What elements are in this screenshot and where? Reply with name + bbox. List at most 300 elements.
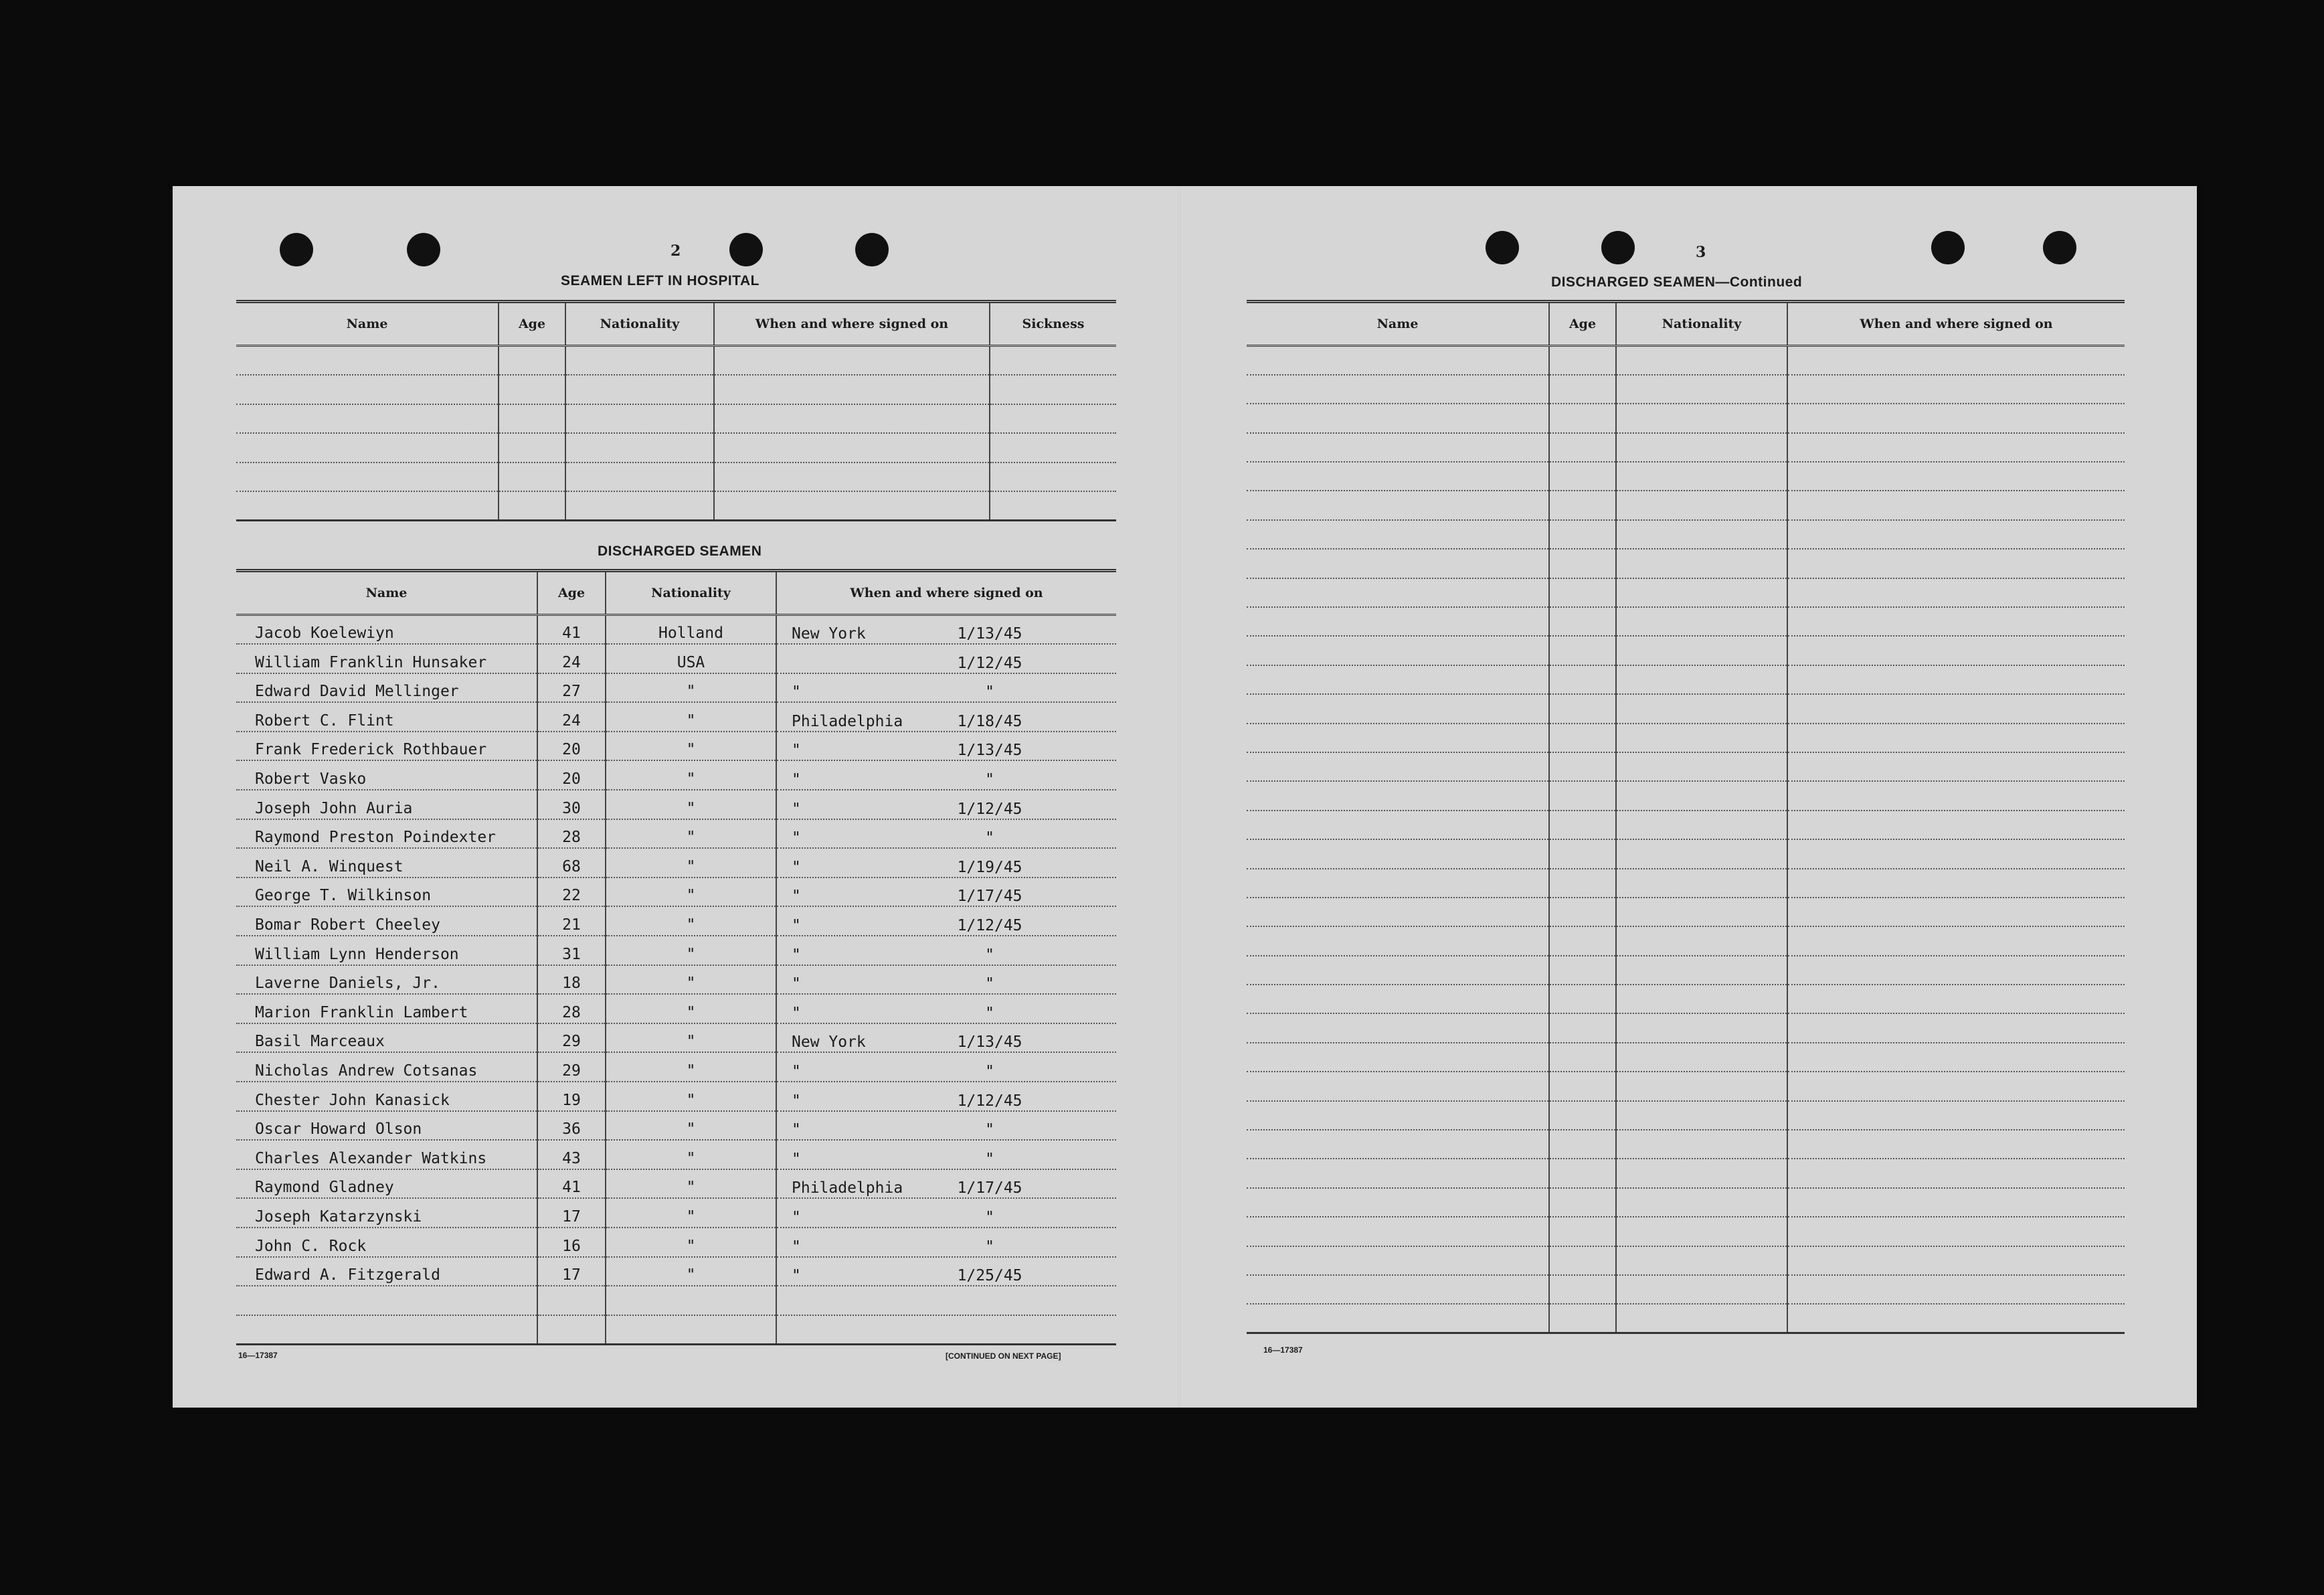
signed-on-cell bbox=[776, 1023, 1116, 1053]
empty-cell bbox=[714, 404, 990, 434]
table-header-row bbox=[236, 302, 1116, 346]
empty-cell bbox=[1247, 694, 1549, 723]
table-row bbox=[236, 1228, 1116, 1257]
signed-on-date: " bbox=[985, 771, 994, 789]
empty-cell bbox=[1616, 1130, 1787, 1159]
signed-on-date: 1/13/45 bbox=[957, 742, 1022, 760]
signed-on-cell bbox=[776, 848, 1116, 877]
empty-cell bbox=[1616, 433, 1787, 462]
seaman-age: 20 bbox=[537, 732, 606, 761]
empty-cell bbox=[236, 346, 499, 375]
punch-hole bbox=[1601, 231, 1635, 264]
empty-cell bbox=[1787, 694, 2125, 723]
table-row bbox=[1247, 811, 2125, 839]
seaman-name bbox=[236, 1315, 537, 1345]
empty-cell bbox=[1787, 1043, 2125, 1072]
seaman-age: 41 bbox=[537, 615, 606, 645]
empty-cell bbox=[1549, 1159, 1616, 1187]
seaman-nationality: " bbox=[606, 702, 776, 732]
signed-on-place: " bbox=[792, 800, 801, 818]
empty-cell bbox=[1247, 549, 1549, 578]
empty-cell bbox=[1616, 1275, 1787, 1304]
document-sheet bbox=[173, 186, 2197, 1408]
signed-on-date: 1/12/45 bbox=[957, 654, 1022, 672]
signed-on-date: 1/18/45 bbox=[957, 712, 1022, 730]
empty-cell bbox=[1247, 1101, 1549, 1130]
empty-cell bbox=[1616, 1101, 1787, 1130]
seaman-nationality bbox=[606, 1315, 776, 1345]
signed-on-cell bbox=[776, 936, 1116, 965]
seaman-name: Oscar Howard Olson bbox=[236, 1111, 537, 1141]
seaman-nationality: " bbox=[606, 1257, 776, 1286]
table-row bbox=[1247, 636, 2125, 665]
empty-cell bbox=[1616, 1246, 1787, 1275]
signed-on-cell bbox=[776, 1140, 1116, 1169]
table-row bbox=[1247, 1275, 2125, 1304]
signed-on-place: " bbox=[792, 829, 801, 847]
table-row bbox=[236, 1315, 1116, 1345]
empty-cell bbox=[1247, 375, 1549, 404]
signed-on-date: 1/12/45 bbox=[957, 800, 1022, 818]
empty-cell bbox=[1616, 1188, 1787, 1217]
table-row bbox=[1247, 1072, 2125, 1100]
seaman-nationality: " bbox=[606, 1023, 776, 1053]
seaman-age: 43 bbox=[537, 1140, 606, 1169]
seaman-name: Raymond Gladney bbox=[236, 1169, 537, 1199]
seaman-age: 30 bbox=[537, 790, 606, 819]
empty-cell bbox=[1616, 869, 1787, 898]
signed-on-cell bbox=[776, 790, 1116, 819]
empty-cell bbox=[499, 463, 565, 492]
empty-cell bbox=[1787, 636, 2125, 665]
table-row bbox=[1247, 926, 2125, 955]
empty-cell bbox=[1549, 1043, 1616, 1072]
seaman-name: Neil A. Winquest bbox=[236, 848, 537, 877]
signed-on-cell bbox=[776, 877, 1116, 907]
seaman-age: 24 bbox=[537, 702, 606, 732]
table-row bbox=[236, 1052, 1116, 1082]
empty-cell bbox=[1247, 869, 1549, 898]
empty-cell bbox=[1247, 404, 1549, 432]
table-row bbox=[1247, 346, 2125, 375]
empty-cell bbox=[1247, 462, 1549, 491]
empty-cell bbox=[1247, 1043, 1549, 1072]
table-row bbox=[1247, 694, 2125, 723]
table-row bbox=[1247, 433, 2125, 462]
hospital-section-title: SEAMEN LEFT IN HOSPITAL bbox=[561, 273, 759, 288]
seaman-name: Edward A. Fitzgerald bbox=[236, 1257, 537, 1286]
empty-cell bbox=[1616, 404, 1787, 432]
empty-cell bbox=[1616, 1072, 1787, 1100]
signed-on-date: " bbox=[985, 1121, 994, 1139]
table-row bbox=[236, 1286, 1116, 1315]
column-header: Nationality bbox=[1616, 302, 1787, 346]
signed-on-cell bbox=[776, 702, 1116, 732]
empty-cell bbox=[1616, 346, 1787, 375]
empty-cell bbox=[990, 375, 1116, 404]
signed-on-cell bbox=[776, 1082, 1116, 1111]
seaman-age: 21 bbox=[537, 906, 606, 936]
seaman-name bbox=[236, 1286, 537, 1315]
empty-cell bbox=[1247, 491, 1549, 519]
empty-cell bbox=[1247, 811, 1549, 839]
table-row bbox=[1247, 839, 2125, 868]
table-row bbox=[236, 732, 1116, 761]
empty-cell bbox=[1787, 491, 2125, 519]
signed-on-place: Philadelphia bbox=[792, 1179, 903, 1197]
empty-cell bbox=[1787, 375, 2125, 404]
empty-cell bbox=[1549, 636, 1616, 665]
empty-cell bbox=[1549, 752, 1616, 781]
empty-cell bbox=[1787, 1159, 2125, 1187]
signed-on-cell bbox=[776, 965, 1116, 995]
empty-cell bbox=[1247, 898, 1549, 926]
table-row bbox=[236, 790, 1116, 819]
empty-cell bbox=[1787, 985, 2125, 1013]
table-row bbox=[1247, 898, 2125, 926]
empty-cell bbox=[1616, 781, 1787, 810]
empty-cell bbox=[1616, 1304, 1787, 1333]
table-row bbox=[236, 346, 1116, 375]
signed-on-place: " bbox=[792, 742, 801, 760]
signed-on-cell bbox=[776, 1315, 1116, 1345]
signed-on-place: " bbox=[792, 946, 801, 964]
empty-cell bbox=[565, 375, 714, 404]
signed-on-date: 1/17/45 bbox=[957, 1179, 1022, 1197]
signed-on-place: New York bbox=[792, 625, 866, 643]
seaman-name: Frank Frederick Rothbauer bbox=[236, 732, 537, 761]
table-row bbox=[1247, 520, 2125, 549]
table-row bbox=[1247, 985, 2125, 1013]
continued-note: [CONTINUED ON NEXT PAGE] bbox=[946, 1351, 1061, 1361]
table-row bbox=[236, 615, 1116, 645]
empty-cell bbox=[714, 491, 990, 521]
empty-cell bbox=[1549, 1246, 1616, 1275]
punch-hole bbox=[2043, 231, 2076, 264]
empty-cell bbox=[1616, 375, 1787, 404]
seaman-name: Basil Marceaux bbox=[236, 1023, 537, 1053]
seaman-nationality: " bbox=[606, 1052, 776, 1082]
empty-cell bbox=[1787, 404, 2125, 432]
signed-on-cell bbox=[776, 615, 1116, 645]
punch-hole bbox=[407, 233, 440, 266]
signed-on-place: " bbox=[792, 1063, 801, 1080]
discharged-section-title: DISCHARGED SEAMEN bbox=[598, 543, 762, 559]
seaman-nationality bbox=[606, 1286, 776, 1315]
empty-cell bbox=[714, 346, 990, 375]
signed-on-place: " bbox=[792, 1092, 801, 1110]
empty-cell bbox=[1787, 1013, 2125, 1042]
empty-cell bbox=[1787, 607, 2125, 636]
column-header: Age bbox=[499, 302, 565, 346]
empty-cell bbox=[990, 346, 1116, 375]
signed-on-place: " bbox=[792, 1150, 801, 1168]
empty-cell bbox=[1549, 811, 1616, 839]
empty-cell bbox=[236, 404, 499, 434]
table-row bbox=[236, 1082, 1116, 1111]
seaman-nationality: " bbox=[606, 936, 776, 965]
seaman-age: 17 bbox=[537, 1198, 606, 1228]
seaman-age: 31 bbox=[537, 936, 606, 965]
empty-cell bbox=[1549, 1275, 1616, 1304]
seaman-age: 24 bbox=[537, 644, 606, 673]
seaman-age: 28 bbox=[537, 994, 606, 1023]
seaman-age: 29 bbox=[537, 1023, 606, 1053]
empty-cell bbox=[1616, 811, 1787, 839]
signed-on-date: " bbox=[985, 1208, 994, 1226]
table-row bbox=[1247, 1217, 2125, 1246]
signed-on-date: " bbox=[985, 975, 994, 993]
table-row bbox=[1247, 956, 2125, 985]
empty-cell bbox=[1616, 1159, 1787, 1187]
table-row bbox=[236, 965, 1116, 995]
signed-on-place: " bbox=[792, 917, 801, 935]
signed-on-cell bbox=[776, 673, 1116, 703]
signed-on-place: " bbox=[792, 1121, 801, 1139]
empty-cell bbox=[1616, 636, 1787, 665]
empty-cell bbox=[1247, 520, 1549, 549]
seaman-age: 27 bbox=[537, 673, 606, 703]
seaman-nationality: " bbox=[606, 1111, 776, 1141]
signed-on-date: 1/19/45 bbox=[957, 858, 1022, 876]
table-row bbox=[236, 1198, 1116, 1228]
seaman-age: 16 bbox=[537, 1228, 606, 1257]
empty-cell bbox=[1549, 1072, 1616, 1100]
empty-cell bbox=[1549, 462, 1616, 491]
table-row bbox=[1247, 1101, 2125, 1130]
hospital-table bbox=[236, 300, 1116, 521]
table-row bbox=[1247, 869, 2125, 898]
signed-on-place: New York bbox=[792, 1033, 866, 1052]
empty-cell bbox=[1549, 869, 1616, 898]
seaman-nationality: USA bbox=[606, 644, 776, 673]
empty-cell bbox=[1549, 724, 1616, 752]
table-row bbox=[1247, 724, 2125, 752]
signed-on-place: " bbox=[792, 1238, 801, 1256]
empty-cell bbox=[565, 404, 714, 434]
signed-on-place: " bbox=[792, 975, 801, 993]
signed-on-cell bbox=[776, 1052, 1116, 1082]
empty-cell bbox=[236, 375, 499, 404]
table-row bbox=[236, 936, 1116, 965]
empty-cell bbox=[1787, 781, 2125, 810]
empty-cell bbox=[1549, 520, 1616, 549]
empty-cell bbox=[1787, 1188, 2125, 1217]
signed-on-date: 1/17/45 bbox=[957, 888, 1022, 906]
seaman-age: 41 bbox=[537, 1169, 606, 1199]
empty-cell bbox=[565, 433, 714, 463]
seaman-name: Raymond Preston Poindexter bbox=[236, 819, 537, 849]
center-fold bbox=[1178, 186, 1180, 1408]
seaman-nationality: " bbox=[606, 790, 776, 819]
seaman-name: Robert C. Flint bbox=[236, 702, 537, 732]
empty-cell bbox=[1549, 1188, 1616, 1217]
signed-on-cell bbox=[776, 1111, 1116, 1141]
signed-on-date: " bbox=[985, 1150, 994, 1168]
signed-on-cell bbox=[776, 1228, 1116, 1257]
table-row bbox=[236, 375, 1116, 404]
empty-cell bbox=[1549, 694, 1616, 723]
empty-cell bbox=[1549, 607, 1616, 636]
empty-cell bbox=[1787, 1217, 2125, 1246]
table-row bbox=[1247, 665, 2125, 694]
signed-on-date: " bbox=[985, 683, 994, 701]
table-row bbox=[1247, 404, 2125, 432]
seaman-name: Edward David Mellinger bbox=[236, 673, 537, 703]
empty-cell bbox=[1247, 1275, 1549, 1304]
table-row bbox=[236, 819, 1116, 849]
empty-cell bbox=[1787, 578, 2125, 607]
empty-cell bbox=[1549, 839, 1616, 868]
seaman-name: Bomar Robert Cheeley bbox=[236, 906, 537, 936]
seaman-nationality: " bbox=[606, 732, 776, 761]
empty-cell bbox=[1247, 607, 1549, 636]
seaman-name: William Franklin Hunsaker bbox=[236, 644, 537, 673]
signed-on-cell bbox=[776, 1169, 1116, 1199]
seaman-nationality: " bbox=[606, 1140, 776, 1169]
page-number-right: 3 bbox=[1696, 244, 1706, 261]
table-row bbox=[236, 1111, 1116, 1141]
seaman-name: Nicholas Andrew Cotsanas bbox=[236, 1052, 537, 1082]
table-row bbox=[236, 404, 1116, 434]
empty-cell bbox=[1616, 665, 1787, 694]
seaman-name: Charles Alexander Watkins bbox=[236, 1140, 537, 1169]
column-header: Sickness bbox=[990, 302, 1116, 346]
empty-cell bbox=[1616, 607, 1787, 636]
table-row bbox=[1247, 1188, 2125, 1217]
table-row bbox=[1247, 1159, 2125, 1187]
table-row bbox=[236, 491, 1116, 521]
table-row bbox=[236, 702, 1116, 732]
form-code-left: 16—17387 bbox=[238, 1351, 278, 1360]
empty-cell bbox=[1247, 1130, 1549, 1159]
empty-cell bbox=[1549, 1217, 1616, 1246]
seaman-age: 19 bbox=[537, 1082, 606, 1111]
empty-cell bbox=[499, 491, 565, 521]
empty-cell bbox=[1616, 724, 1787, 752]
empty-cell bbox=[236, 491, 499, 521]
empty-cell bbox=[1247, 926, 1549, 955]
column-header: Name bbox=[236, 571, 537, 615]
continued-section-title: DISCHARGED SEAMEN—Continued bbox=[1551, 274, 1803, 290]
empty-cell bbox=[1787, 724, 2125, 752]
table-row bbox=[1247, 1013, 2125, 1042]
seaman-age: 28 bbox=[537, 819, 606, 849]
seaman-name: Marion Franklin Lambert bbox=[236, 994, 537, 1023]
table-row bbox=[236, 994, 1116, 1023]
empty-cell bbox=[1247, 724, 1549, 752]
page-number-left: 2 bbox=[671, 242, 681, 260]
empty-cell bbox=[1247, 578, 1549, 607]
empty-cell bbox=[1616, 694, 1787, 723]
punch-hole bbox=[729, 233, 763, 266]
empty-cell bbox=[1549, 781, 1616, 810]
empty-cell bbox=[236, 433, 499, 463]
signed-on-place: Philadelphia bbox=[792, 712, 903, 730]
seaman-nationality: Holland bbox=[606, 615, 776, 645]
empty-cell bbox=[499, 375, 565, 404]
table-row bbox=[236, 760, 1116, 790]
seaman-name: Joseph John Auria bbox=[236, 790, 537, 819]
empty-cell bbox=[1247, 346, 1549, 375]
empty-cell bbox=[1787, 1304, 2125, 1333]
empty-cell bbox=[1616, 839, 1787, 868]
signed-on-date: 1/13/45 bbox=[957, 625, 1022, 643]
punch-hole bbox=[1931, 231, 1965, 264]
empty-cell bbox=[1549, 578, 1616, 607]
column-header: When and where signed on bbox=[1787, 302, 2125, 346]
table-row bbox=[1247, 1130, 2125, 1159]
empty-cell bbox=[1787, 811, 2125, 839]
empty-cell bbox=[1247, 1159, 1549, 1187]
seaman-nationality: " bbox=[606, 1082, 776, 1111]
seaman-nationality: " bbox=[606, 848, 776, 877]
seaman-nationality: " bbox=[606, 1198, 776, 1228]
empty-cell bbox=[1549, 375, 1616, 404]
empty-cell bbox=[1787, 462, 2125, 491]
empty-cell bbox=[1616, 578, 1787, 607]
empty-cell bbox=[1787, 839, 2125, 868]
empty-cell bbox=[1787, 926, 2125, 955]
signed-on-cell bbox=[776, 644, 1116, 673]
empty-cell bbox=[1549, 433, 1616, 462]
empty-cell bbox=[1549, 1101, 1616, 1130]
table-row bbox=[236, 463, 1116, 492]
empty-cell bbox=[565, 346, 714, 375]
punch-hole bbox=[855, 233, 889, 266]
signed-on-date: 1/25/45 bbox=[957, 1267, 1022, 1285]
empty-cell bbox=[1247, 1304, 1549, 1333]
empty-cell bbox=[1247, 1217, 1549, 1246]
empty-cell bbox=[1787, 752, 2125, 781]
seaman-age bbox=[537, 1315, 606, 1345]
signed-on-place: " bbox=[792, 771, 801, 789]
seaman-name: George T. Wilkinson bbox=[236, 877, 537, 907]
empty-cell bbox=[1616, 491, 1787, 519]
column-header: Nationality bbox=[565, 302, 714, 346]
table-row bbox=[1247, 462, 2125, 491]
column-header: Name bbox=[236, 302, 499, 346]
signed-on-date: 1/12/45 bbox=[957, 917, 1022, 935]
signed-on-place: " bbox=[792, 1004, 801, 1022]
table-row bbox=[1247, 549, 2125, 578]
empty-cell bbox=[714, 375, 990, 404]
seaman-nationality: " bbox=[606, 906, 776, 936]
empty-cell bbox=[1549, 1013, 1616, 1042]
signed-on-date: " bbox=[985, 1063, 994, 1080]
seaman-age: 68 bbox=[537, 848, 606, 877]
seaman-name: Laverne Daniels, Jr. bbox=[236, 965, 537, 995]
column-header: Age bbox=[537, 571, 606, 615]
seaman-nationality: " bbox=[606, 760, 776, 790]
table-row bbox=[1247, 491, 2125, 519]
empty-cell bbox=[1787, 1130, 2125, 1159]
signed-on-cell bbox=[776, 732, 1116, 761]
signed-on-place: " bbox=[792, 1267, 801, 1285]
seaman-nationality: " bbox=[606, 1169, 776, 1199]
empty-cell bbox=[990, 463, 1116, 492]
table-row bbox=[1247, 781, 2125, 810]
seaman-age: 36 bbox=[537, 1111, 606, 1141]
seaman-age: 20 bbox=[537, 760, 606, 790]
table-row bbox=[1247, 1043, 2125, 1072]
seaman-name: Joseph Katarzynski bbox=[236, 1198, 537, 1228]
empty-cell bbox=[1787, 549, 2125, 578]
empty-cell bbox=[714, 433, 990, 463]
empty-cell bbox=[1549, 549, 1616, 578]
signed-on-cell bbox=[776, 1286, 1116, 1315]
signed-on-cell bbox=[776, 994, 1116, 1023]
